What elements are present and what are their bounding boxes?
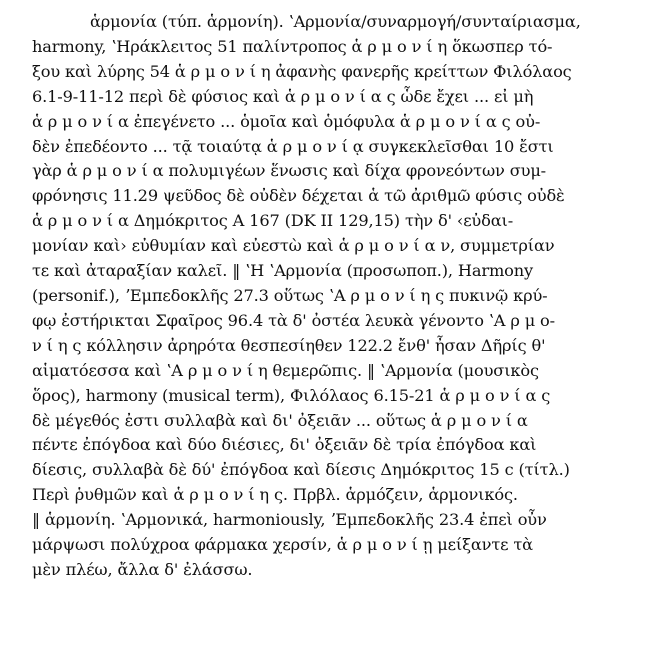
text-line: δὲ μέγεθός ἐστι συλλαβὰ καὶ δι' ὀξειᾶν ... οὕτως ἁ ρ μ ο ν ί α bbox=[32, 410, 528, 430]
text-line: 6.1-9-11-12 περὶ δὲ φύσιος καὶ ἁ ρ μ ο ν ί α ς ὧδε ἔχει ... εἰ μὴ bbox=[32, 86, 534, 106]
entry-harmonia bbox=[32, 10, 657, 508]
text-line: μάρψωσι πολύχροα φάρμακα χερσίν, ἁ ρ μ ο ν ί ῃ μείξαντε τὰ bbox=[32, 535, 533, 555]
text-line: ἁ ρ μ ο ν ί α Δημόκριτος Α 167 (DK II 129,15) τὴν δ' ‹εὐδαι- bbox=[32, 211, 514, 231]
text-line: φῳ ἐστήρικται Σφαῖρος 96.4 τὰ δ' ὀστέα λευκὰ γένοντο ʽΑ ρ μ ο- bbox=[32, 310, 555, 330]
text-line: ἁ ρ μ ο ν ί α ἐπεγένετο ... ὁμοῖα καὶ ὁμόφυλα ἁ ρ μ ο ν ί α ς οὐ- bbox=[32, 111, 541, 131]
text-line: πέντε ἐπόγδοα καὶ δύο διέσιες, δι' ὀξειᾶν δὲ τρία ἐπόγδοα καὶ bbox=[32, 435, 537, 455]
text-line: ὅρος), harmony (musical term), Φιλόλαος 6.15-21 ἁ ρ μ ο ν ί α ς bbox=[32, 385, 551, 405]
text-line: harmony, ʽΗράκλειτος 51 παλίντροπος ἁ ρ μ ο ν ί η ὅκωσπερ τό- bbox=[32, 36, 553, 56]
text-line: μὲν πλέω, ἄλλα δ' ἐλάσσω. bbox=[32, 559, 253, 579]
text-line: γὰρ ἁ ρ μ ο ν ί α πολυμιγέων ἕνωσις καὶ δίχα φρονεόντων συμ- bbox=[32, 161, 547, 181]
text-line: ν ί η ς κόλλησιν ἀρηρότα θεσπεσίηθεν 122.2 ἔνθ' ἦσαν Δῆρίς θ' bbox=[32, 335, 546, 355]
text-line: τε καὶ ἀταραξίαν καλεῖ. ‖ ʽΗ ʽΑρμονία (προσωποπ.), Harmony bbox=[32, 261, 534, 281]
text-line: Περὶ ῥυθμῶν καὶ ἁ ρ μ ο ν ί η ς. Πρβλ. ἁρμόζειν, ἁρμονικός. bbox=[32, 485, 518, 505]
text-line: δίεσις, συλλαβὰ δὲ δύ' ἐπόγδοα καὶ δίεσις Δημόκριτος 15 c (τίτλ.) bbox=[32, 460, 570, 480]
text-line: φρόνησις 11.29 ψεῦδος δὲ οὐδὲν δέχεται ἁ τῶ ἀριθμῶ φύσις οὐδὲ bbox=[32, 186, 565, 206]
text-line: ξου καὶ λύρης 54 ἁ ρ μ ο ν ί η ἀφανὴς φανερῆς κρείττων Φιλόλαος bbox=[32, 61, 572, 81]
text-line: ‖ ἁρμονίη. ʽΑρμονικά, harmoniously, ʼΕμπεδοκλῆς 23.4 ἐπεὶ οὖν bbox=[32, 510, 547, 530]
text-line: (personif.), ʼΕμπεδοκλῆς 27.3 οὕτως ʽΑ ρ μ ο ν ί η ς πυκινῷ κρύ- bbox=[32, 285, 548, 305]
text-line: ἁρμονία (τύπ. ἁρμονίη). ʽΑρμονία/συναρμογή/συνταίριασμα, bbox=[90, 12, 581, 31]
entry-harmonie bbox=[32, 508, 657, 583]
text-line: μονίαν καὶ› εὐθυμίαν καὶ εὐεστὼ καὶ ἁ ρ μ ο ν ί α ν, συμμετρίαν bbox=[32, 236, 555, 256]
text-line: αἱματόεσσα καὶ ʽΑ ρ μ ο ν ί η θεμερῶπις. ‖ ʽΑρμονία (μουσικὸς bbox=[32, 360, 539, 380]
text-line: δὲν ἐπεδέοντο ... τᾷ τοιαύτᾳ ἁ ρ μ ο ν ί ᾳ συγκεκλεῖσθαι 10 ἔστι bbox=[32, 136, 554, 156]
